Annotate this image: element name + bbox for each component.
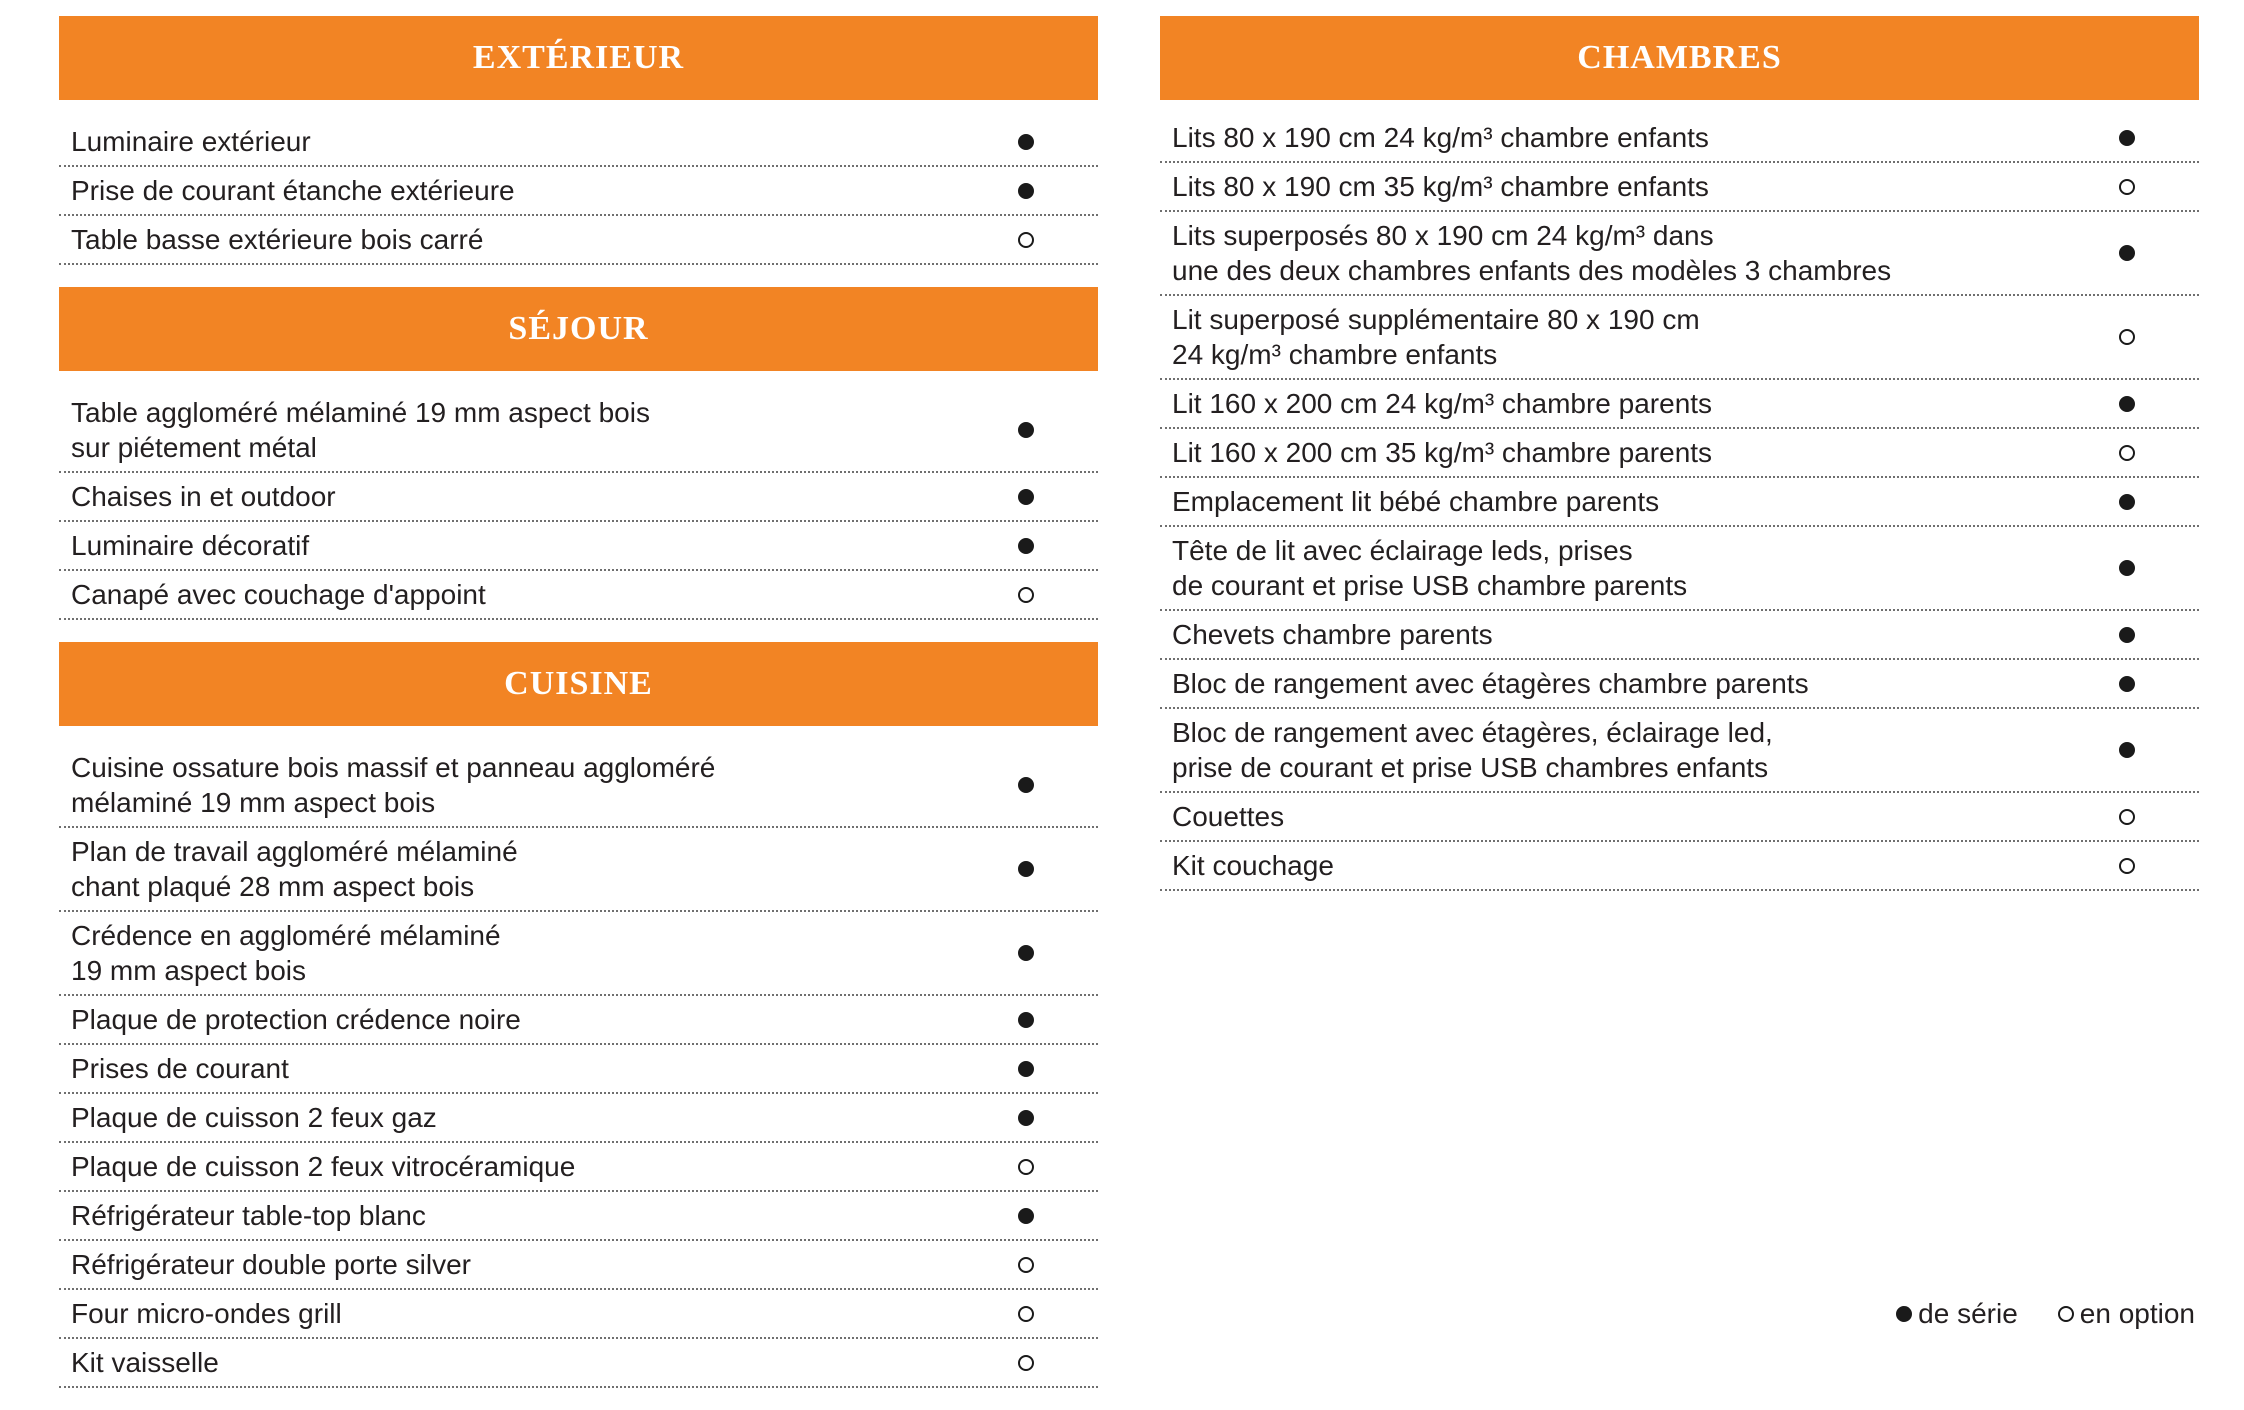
filled-circle-icon <box>1018 1110 1034 1126</box>
empty-circle-icon <box>2119 858 2135 874</box>
item-label: Table aggloméré mélaminé 19 mm aspect bois sur piétement métal <box>71 397 650 463</box>
empty-circle-icon <box>1018 1355 1034 1371</box>
item-marker <box>2097 627 2157 643</box>
item-marker <box>2097 179 2157 195</box>
item-marker <box>996 1110 1056 1126</box>
empty-circle-icon <box>1018 1159 1034 1175</box>
empty-circle-icon <box>1018 1306 1034 1322</box>
empty-circle-icon <box>2058 1306 2074 1322</box>
list-item <box>1160 660 2199 709</box>
item-label: Prises de courant <box>71 1053 289 1084</box>
item-marker <box>996 1306 1056 1322</box>
filled-circle-icon <box>1018 134 1034 150</box>
item-marker <box>2097 396 2157 412</box>
item-label: Chaises in et outdoor <box>71 481 336 512</box>
list-item <box>59 1045 1098 1094</box>
item-label: Four micro-ondes grill <box>71 1298 342 1329</box>
item-marker <box>2097 130 2157 146</box>
item-marker <box>996 232 1056 248</box>
item-label: Prise de courant étanche extérieure <box>71 175 515 206</box>
item-marker <box>996 1012 1056 1028</box>
item-marker <box>996 489 1056 505</box>
list-item <box>1160 478 2199 527</box>
rows-exterieur <box>59 100 1098 265</box>
list-item <box>1160 429 2199 478</box>
section-header-cuisine: CUISINE <box>59 642 1098 726</box>
filled-circle-icon <box>1018 1061 1034 1077</box>
section-header-sejour: SÉJOUR <box>59 287 1098 371</box>
empty-circle-icon <box>2119 179 2135 195</box>
item-label: Couettes <box>1172 801 1285 832</box>
section-chambres <box>1160 16 2199 891</box>
empty-circle-icon <box>2119 445 2135 461</box>
item-marker <box>996 861 1056 877</box>
empty-circle-icon <box>2119 329 2135 345</box>
list-item <box>59 1094 1098 1143</box>
item-label: Plaque de protection crédence noire <box>71 1004 521 1035</box>
filled-circle-icon <box>2119 494 2135 510</box>
section-header-chambres: CHAMBRES <box>1160 16 2199 100</box>
filled-circle-icon <box>1018 945 1034 961</box>
list-item <box>1160 842 2199 891</box>
filled-circle-icon <box>1896 1306 1912 1322</box>
filled-circle-icon <box>2119 245 2135 261</box>
item-label: Bloc de rangement avec étagères, éclairage led, prise de courant et prise USB chambres enfants <box>1172 717 1773 783</box>
filled-circle-icon <box>1018 538 1034 554</box>
item-marker <box>996 538 1056 554</box>
list-item <box>59 1290 1098 1339</box>
list-item <box>59 216 1098 265</box>
list-item <box>59 996 1098 1045</box>
rows-cuisine <box>59 726 1098 1388</box>
filled-circle-icon <box>1018 1012 1034 1028</box>
item-marker <box>2097 858 2157 874</box>
rows-sejour <box>59 371 1098 620</box>
list-item <box>59 473 1098 522</box>
list-item <box>59 1339 1098 1388</box>
list-item <box>1160 163 2199 212</box>
item-label: Réfrigérateur double porte silver <box>71 1249 471 1280</box>
item-label: Plaque de cuisson 2 feux vitrocéramique <box>71 1151 576 1182</box>
item-marker <box>996 777 1056 793</box>
item-label: Plaque de cuisson 2 feux gaz <box>71 1102 437 1133</box>
filled-circle-icon <box>1018 183 1034 199</box>
left-column <box>59 16 1098 1410</box>
item-label: Cuisine ossature bois massif et panneau aggloméré mélaminé 19 mm aspect bois <box>71 752 716 818</box>
item-label: Emplacement lit bébé chambre parents <box>1172 486 1660 517</box>
filled-circle-icon <box>2119 627 2135 643</box>
empty-circle-icon <box>1018 1257 1034 1273</box>
filled-circle-icon <box>1018 422 1034 438</box>
legend-option <box>2058 1298 2195 1330</box>
list-item <box>59 571 1098 620</box>
list-item <box>59 389 1098 473</box>
filled-circle-icon <box>2119 560 2135 576</box>
item-marker <box>996 1355 1056 1371</box>
item-label: Réfrigérateur table-top blanc <box>71 1200 426 1231</box>
section-cuisine <box>59 642 1098 1388</box>
list-item <box>59 828 1098 912</box>
item-label: Crédence en aggloméré mélaminé 19 mm aspect bois <box>71 920 501 986</box>
item-marker <box>996 1159 1056 1175</box>
list-item <box>1160 212 2199 296</box>
item-label: Kit vaisselle <box>71 1347 219 1378</box>
list-item <box>59 522 1098 571</box>
list-item <box>59 1192 1098 1241</box>
empty-circle-icon <box>1018 587 1034 603</box>
section-exterieur <box>59 16 1098 265</box>
item-label: Tête de lit avec éclairage leds, prises de courant et prise USB chambre parents <box>1172 535 1688 601</box>
empty-circle-icon <box>1018 232 1034 248</box>
filled-circle-icon <box>2119 130 2135 146</box>
item-marker <box>2097 676 2157 692</box>
rows-chambres <box>1160 100 2199 891</box>
empty-circle-icon <box>2119 809 2135 825</box>
filled-circle-icon <box>1018 861 1034 877</box>
item-marker <box>996 422 1056 438</box>
list-item <box>59 744 1098 828</box>
item-label: Bloc de rangement avec étagères chambre parents <box>1172 668 1809 699</box>
filled-circle-icon <box>2119 742 2135 758</box>
item-label: Lits 80 x 190 cm 35 kg/m³ chambre enfants <box>1172 171 1709 202</box>
list-item <box>59 167 1098 216</box>
section-header-exterieur: EXTÉRIEUR <box>59 16 1098 100</box>
item-marker <box>2097 494 2157 510</box>
list-item <box>59 912 1098 996</box>
section-sejour <box>59 287 1098 620</box>
list-item <box>1160 380 2199 429</box>
list-item <box>1160 709 2199 793</box>
filled-circle-icon <box>2119 676 2135 692</box>
filled-circle-icon <box>1018 1208 1034 1224</box>
item-marker <box>2097 742 2157 758</box>
list-item <box>1160 793 2199 842</box>
legend-standard <box>1896 1298 2018 1330</box>
item-marker <box>996 587 1056 603</box>
list-item <box>1160 296 2199 380</box>
item-marker <box>996 1061 1056 1077</box>
item-label: Plan de travail aggloméré mélaminé chant plaqué 28 mm aspect bois <box>71 836 518 902</box>
item-label: Lit 160 x 200 cm 35 kg/m³ chambre parents <box>1172 437 1713 468</box>
item-marker <box>2097 445 2157 461</box>
filled-circle-icon <box>2119 396 2135 412</box>
item-label: Lits 80 x 190 cm 24 kg/m³ chambre enfants <box>1172 122 1709 153</box>
filled-circle-icon <box>1018 489 1034 505</box>
list-item <box>1160 611 2199 660</box>
item-marker <box>2097 245 2157 261</box>
list-item <box>1160 114 2199 163</box>
item-marker <box>2097 560 2157 576</box>
legend-standard-label: de série <box>1918 1298 2018 1329</box>
list-item <box>59 1241 1098 1290</box>
item-label: Luminaire décoratif <box>71 530 310 561</box>
item-marker <box>2097 329 2157 345</box>
item-label: Chevets chambre parents <box>1172 619 1493 650</box>
item-marker <box>996 1257 1056 1273</box>
item-label: Kit couchage <box>1172 850 1334 881</box>
item-label: Luminaire extérieur <box>71 126 311 157</box>
list-item <box>59 1143 1098 1192</box>
item-label: Canapé avec couchage d'appoint <box>71 579 486 610</box>
item-marker <box>996 183 1056 199</box>
right-column <box>1160 16 2199 913</box>
filled-circle-icon <box>1018 777 1034 793</box>
item-marker <box>2097 809 2157 825</box>
item-label: Lits superposés 80 x 190 cm 24 kg/m³ dans une des deux chambres enfants des modèles 3 chambres <box>1172 220 1892 286</box>
legend-option-label: en option <box>2079 1298 2195 1329</box>
item-marker <box>996 1208 1056 1224</box>
item-label: Lit superposé supplémentaire 80 x 190 cm 24 kg/m³ chambre enfants <box>1172 304 1700 370</box>
item-marker <box>996 134 1056 150</box>
legend <box>1856 1298 2195 1330</box>
list-item <box>1160 527 2199 611</box>
item-marker <box>996 945 1056 961</box>
item-label: Table basse extérieure bois carré <box>71 224 484 255</box>
list-item <box>59 118 1098 167</box>
item-label: Lit 160 x 200 cm 24 kg/m³ chambre parents <box>1172 388 1713 419</box>
